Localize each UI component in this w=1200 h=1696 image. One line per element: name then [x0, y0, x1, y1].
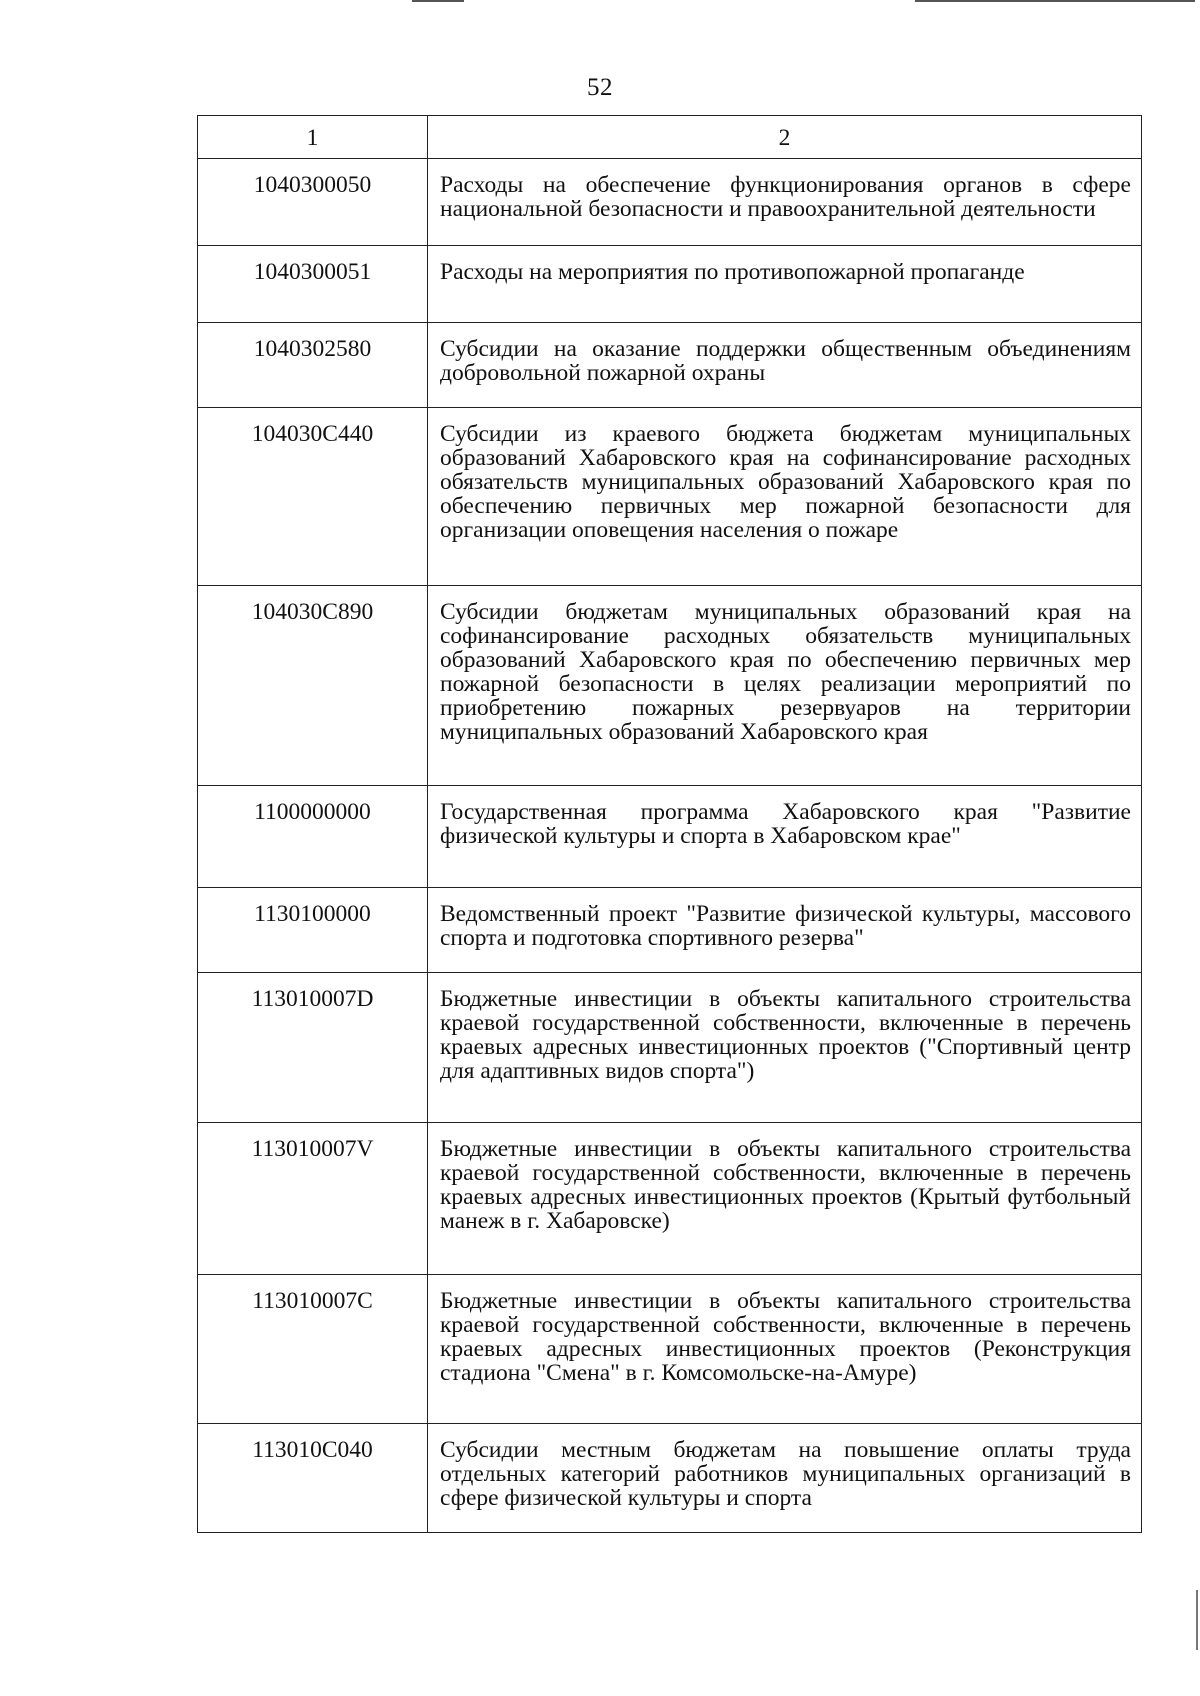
row-name: Субсидии на оказание поддержки общественным объединениям добровольной пожарной охраны	[428, 323, 1142, 408]
row-name: Субсидии бюджетам муниципальных образований края на софинансирование расходных обязательств муниципальных образований Хабаровского края по обеспечению первичных мер пожарной безопасности в целях реализации мероприятий по приобретению пожарных резервуаров на территории муниципальных образований Хабаровского края	[428, 586, 1142, 786]
scan-top-rule-left	[412, 0, 464, 2]
scan-edge-mark	[1196, 1590, 1198, 1650]
table-row	[198, 1275, 1142, 1424]
row-name: Бюджетные инвестиции в объекты капитального строительства краевой государственной собственности, включенные в перечень краевых адресных инвестиционных проектов (Реконструкция стадиона "Смена" в г. Комсомольске-на-Амуре)	[428, 1275, 1142, 1424]
table-row	[198, 1123, 1142, 1275]
row-name: Бюджетные инвестиции в объекты капитального строительства краевой государственной собственности, включенные в перечень краевых адресных инвестиционных проектов ("Спортивный центр для адаптивных видов спорта")	[428, 973, 1142, 1123]
row-code: 113010007V	[198, 1123, 428, 1275]
table-row	[198, 888, 1142, 973]
classification-table	[197, 115, 1142, 1533]
page-number: 52	[587, 74, 613, 101]
row-name: Расходы на мероприятия по противопожарной пропаганде	[428, 246, 1142, 323]
row-name: Ведомственный проект "Развитие физической культуры, массового спорта и подготовка спортивного резерва"	[428, 888, 1142, 973]
row-name: Субсидии местным бюджетам на повышение оплаты труда отдельных категорий работников муниципальных организаций в сфере физической культуры и спорта	[428, 1424, 1142, 1533]
row-code: 1040300051	[198, 246, 428, 323]
row-code: 1040302580	[198, 323, 428, 408]
scan-top-rule-right	[915, 0, 1195, 2]
table-row	[198, 786, 1142, 888]
column-header-code: 1	[198, 116, 428, 159]
table-row	[198, 586, 1142, 786]
row-code: 104030С890	[198, 586, 428, 786]
table-row	[198, 246, 1142, 323]
table-row	[198, 1424, 1142, 1533]
table-body	[198, 159, 1142, 1533]
table-row	[198, 323, 1142, 408]
row-name: Субсидии из краевого бюджета бюджетам муниципальных образований Хабаровского края на софинансирование расходных обязательств муниципальных образований Хабаровского края по обеспечению первичных мер пожарной безопасности для организации оповещения населения о пожаре	[428, 408, 1142, 586]
row-code: 113010С040	[198, 1424, 428, 1533]
column-header-name: 2	[428, 116, 1142, 159]
table-row	[198, 973, 1142, 1123]
row-name: Расходы на обеспечение функционирования органов в сфере национальной безопасности и правоохранительной деятельности	[428, 159, 1142, 246]
table-row	[198, 408, 1142, 586]
table-header-row	[198, 116, 1142, 159]
row-name: Государственная программа Хабаровского края "Развитие физической культуры и спорта в Хабаровском крае"	[428, 786, 1142, 888]
row-code: 113010007C	[198, 1275, 428, 1424]
table-row	[198, 159, 1142, 246]
row-code: 1100000000	[198, 786, 428, 888]
row-code: 104030С440	[198, 408, 428, 586]
table-header	[198, 116, 1142, 159]
row-code: 1130100000	[198, 888, 428, 973]
row-name: Бюджетные инвестиции в объекты капитального строительства краевой государственной собственности, включенные в перечень краевых адресных инвестиционных проектов (Крытый футбольный манеж в г. Хабаровске)	[428, 1123, 1142, 1275]
row-code: 1040300050	[198, 159, 428, 246]
row-code: 113010007D	[198, 973, 428, 1123]
